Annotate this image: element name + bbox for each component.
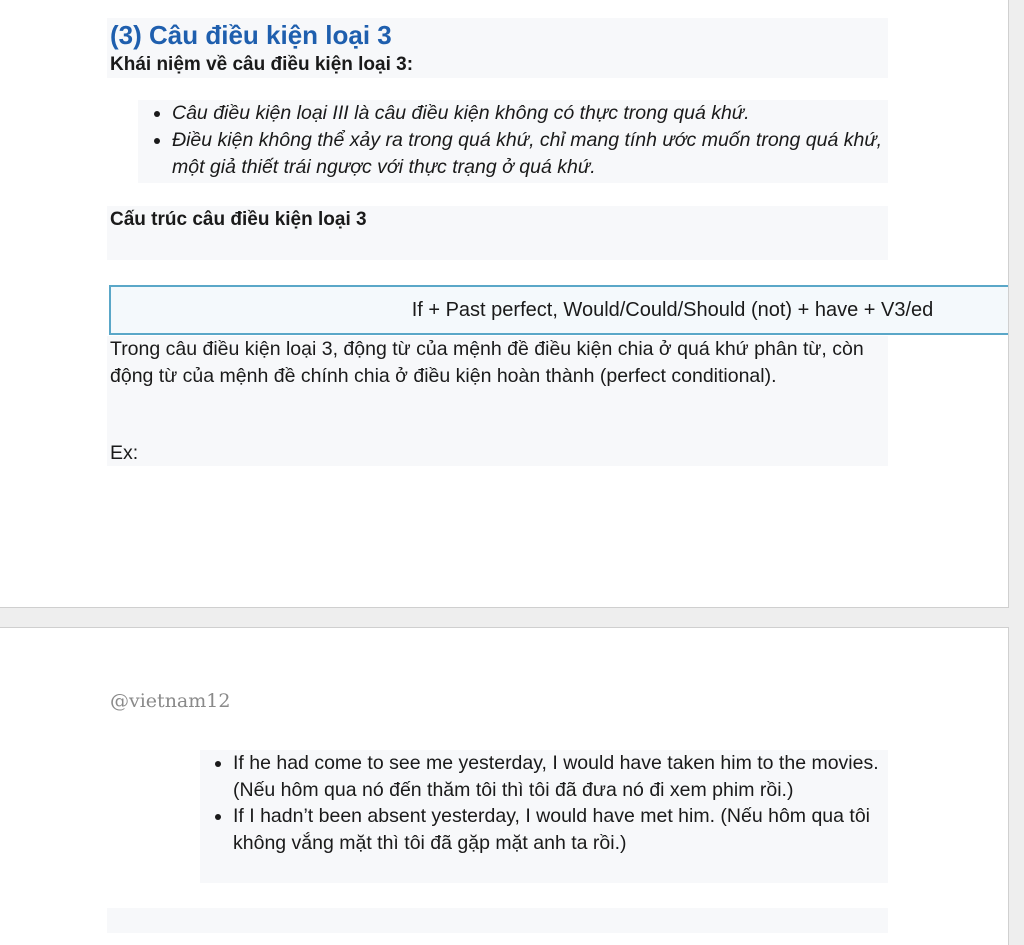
definition-list: [138, 100, 888, 181]
example-list: [200, 750, 888, 856]
concept-title: Khái niệm về câu điều kiện loại 3:: [110, 54, 414, 75]
definition-item: • Điều kiện không thể xảy ra trong quá khứ, chỉ mang tính ước muốn trong quá khứ, một giả thiết trái ngược với thực trạng ở quá khứ.: [172, 127, 888, 181]
explanation-paragraph: Trong câu điều kiện loại 3, động từ của mệnh đề điều kiện chia ở quá khứ phân từ, còn động từ của mệnh đề chính chia ở điều kiện hoàn thành (perfect conditional).: [110, 338, 864, 387]
example-item: • If he had come to see me yesterday, I would have taken him to the movies. (Nếu hôm qua nó đến thăm tôi thì tôi đã đưa nó đi xem phim rồi.): [233, 750, 888, 803]
formula-box: [109, 285, 1008, 335]
section-heading: (3) Câu điều kiện loại 3: [110, 20, 392, 50]
explanation-text: [107, 336, 888, 466]
example-item: • If I hadn’t been absent yesterday, I would have met him. (Nếu hôm qua tôi không vắng mặt thì tôi đã gặp mặt anh ta rồi.): [233, 803, 888, 856]
definition-item: • Câu điều kiện loại III là câu điều kiện không có thực trong quá khứ.: [172, 100, 888, 127]
example-label: Ex:: [110, 442, 139, 464]
bottom-shade: [107, 908, 888, 933]
watermark-handle: @vietnam12: [110, 690, 231, 712]
structure-title: Cấu trúc câu điều kiện loại 3: [107, 206, 888, 260]
formula-text: If + Past perfect, Would/Could/Should (not) + have + V3/ed: [411, 299, 934, 321]
